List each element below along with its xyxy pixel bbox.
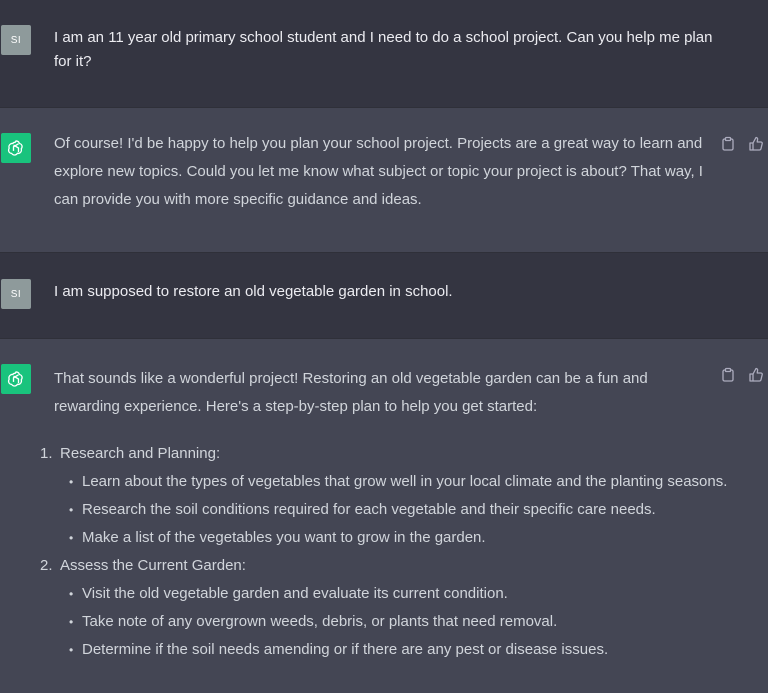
thumbs-up-icon[interactable] [748, 367, 764, 383]
list-item: • Take note of any overgrown weeds, debris, or plants that need removal. [69, 613, 558, 630]
user-avatar [1, 25, 31, 55]
openai-logo-icon [6, 138, 26, 158]
openai-logo-icon [6, 369, 26, 389]
assistant-avatar [1, 133, 31, 163]
plan-step [40, 552, 740, 664]
message-user-1 [0, 0, 768, 108]
clipboard-icon[interactable] [720, 367, 736, 383]
user-avatar-initials: SI [10, 288, 22, 300]
message-user-2 [0, 253, 768, 339]
user-avatar [1, 279, 31, 309]
step-bullets [60, 468, 740, 552]
thumbs-up-icon[interactable] [748, 136, 764, 152]
assistant-avatar [1, 364, 31, 394]
plan-list [40, 440, 740, 664]
message-text: Of course! I'd be happy to help you plan your school project. Projects are a great way to learn and explore new topics. Could you let me know what subject or topic your project is about? That way, I can provide you with more specific guidance and ideas. [54, 135, 703, 208]
list-item: • Make a list of the vegetables you want to grow in the garden. [69, 529, 486, 546]
message-actions [720, 367, 764, 383]
step-bullets [60, 580, 740, 664]
message-text: I am supposed to restore an old vegetable garden in school. [54, 283, 453, 300]
list-item: • Learn about the types of vegetables that grow well in your local climate and the planting seasons. [69, 473, 728, 490]
message-text: That sounds like a wonderful project! Restoring an old vegetable garden can be a fun and rewarding experience. Here's a step-by-step plan to help you get started: [54, 370, 648, 415]
message-assistant-1 [0, 108, 768, 253]
message-text: I am an 11 year old primary school student and I need to do a school project. Can you help me plan for it? [54, 29, 713, 70]
step-number: 1. [40, 445, 53, 462]
clipboard-icon[interactable] [720, 136, 736, 152]
list-item: • Visit the old vegetable garden and evaluate its current condition. [69, 585, 508, 602]
step-title: Assess the Current Garden: [60, 557, 246, 574]
list-item: • Determine if the soil needs amending or if there are any pest or disease issues. [69, 641, 609, 658]
list-item: • Research the soil conditions required for each vegetable and their specific care needs. [69, 501, 656, 518]
message-assistant-2 [0, 339, 768, 693]
step-number: 2. [40, 557, 53, 574]
step-title: Research and Planning: [60, 445, 221, 462]
message-actions [720, 136, 764, 152]
plan-step [40, 440, 740, 552]
user-avatar-initials: SI [10, 34, 22, 46]
